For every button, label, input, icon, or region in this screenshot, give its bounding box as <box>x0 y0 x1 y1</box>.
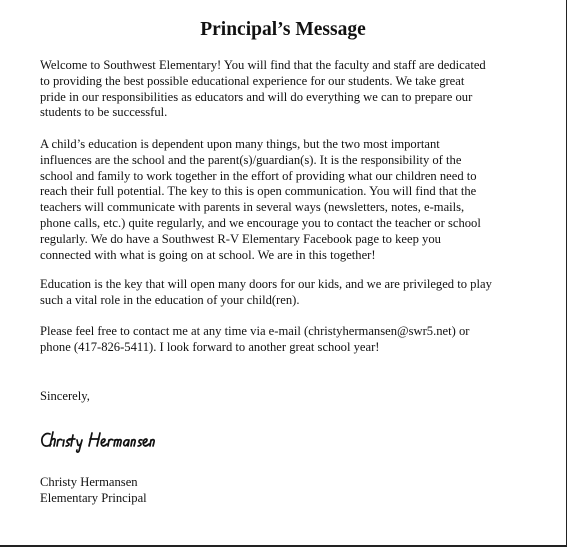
signer-role: Elementary Principal <box>40 491 147 505</box>
text-line: phone (417-826-5411). I look forward to another great school year! <box>40 339 380 354</box>
communication-paragraph <box>40 137 530 263</box>
text-line: Welcome to Southwest Elementary! You will find that the faculty and staff are dedicated <box>40 58 486 72</box>
text-line: Please feel free to contact me at any time via e-mail (christyhermansen@swr5.net) or <box>40 324 470 338</box>
text-line: phone calls, etc.) quite regularly, and we encourage you to contact the teacher or school <box>40 215 481 230</box>
signer-name: Christy Hermansen <box>40 475 138 489</box>
text-line: influences are the school and the parent(s)/guardian(s). It is the responsibility of the <box>40 152 462 167</box>
closing-salutation: Sincerely, <box>40 389 90 403</box>
text-line: reach their full potential. The key to this is open communication. You will find that the <box>40 184 477 199</box>
signature-graphic <box>40 428 180 454</box>
handwritten-signature <box>40 428 180 454</box>
text-line: Education is the key that will open many doors for our kids, and we are privileged to play <box>40 277 492 291</box>
contact-paragraph <box>40 324 530 356</box>
text-line: school and family to work together in the effort of providing what our children need to <box>40 168 477 183</box>
education-paragraph <box>40 277 530 309</box>
page-title: Principal’s Message <box>200 19 366 40</box>
text-line: students to be successful. <box>40 105 168 120</box>
text-line: A child’s education is dependent upon many things, but the two most important <box>40 137 440 151</box>
welcome-paragraph <box>40 58 530 121</box>
text-line: regularly. We do have a Southwest R-V Elementary Facebook page to keep you <box>40 231 441 246</box>
signer-block <box>40 474 147 506</box>
text-line: such a vital role in the education of your child(ren). <box>40 292 300 307</box>
text-line: connected with what is going on at school. We are in this together! <box>40 247 376 262</box>
text-line: teachers will communicate with parents in several ways (newsletters, notes, e-mails, <box>40 200 465 215</box>
text-line: to providing the best possible educational experience for our students. We take great <box>40 73 465 88</box>
text-line: pride in our responsibilities as educators and will do everything we can to prepare our <box>40 89 473 104</box>
